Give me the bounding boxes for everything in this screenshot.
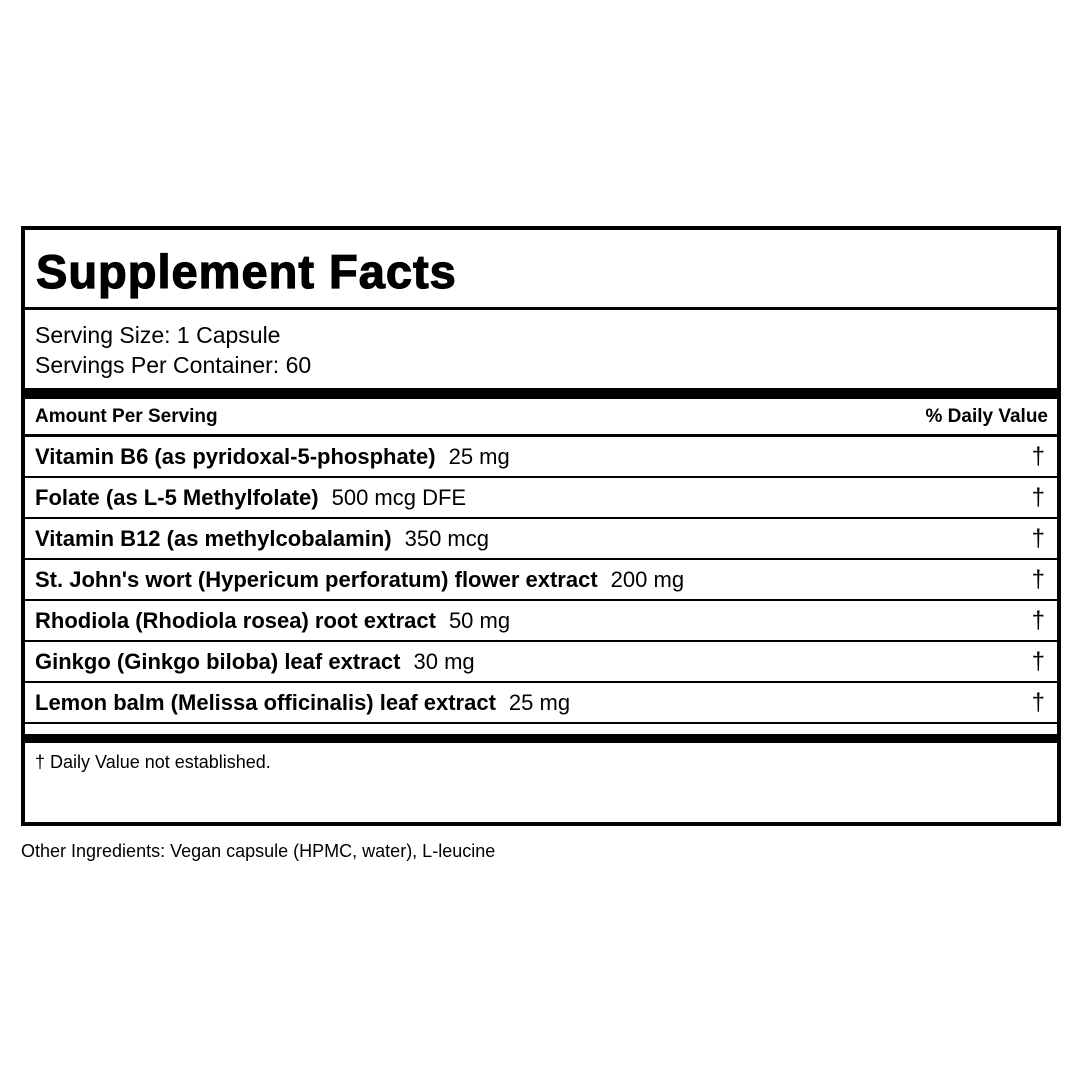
nutrient-row: [25, 601, 1057, 642]
nutrient-name: Lemon balm (Melissa officinalis) leaf extract: [35, 689, 496, 715]
nutrient-daily-value: †: [1031, 688, 1045, 716]
supplement-facts-panel: [21, 226, 1061, 826]
nutrient-amount: 350 mcg: [404, 525, 489, 551]
panel-title: Supplement Facts: [25, 230, 1057, 310]
spacer: [25, 724, 1057, 734]
nutrient-name: Ginkgo (Ginkgo biloba) leaf extract: [35, 648, 401, 674]
nutrient-amount: 25 mg: [508, 689, 571, 715]
nutrient-row: [25, 437, 1057, 478]
serving-size: Serving Size: 1 Capsule: [35, 322, 281, 348]
nutrient-amount: 50 mg: [448, 607, 511, 633]
nutrient-amount: 500 mcg DFE: [331, 484, 467, 510]
column-header-row: [25, 399, 1057, 437]
daily-value-footnote: † Daily Value not established.: [35, 752, 271, 772]
nutrient-daily-value: †: [1031, 647, 1045, 675]
nutrient-daily-value: †: [1031, 442, 1045, 470]
serving-info: [25, 310, 1057, 388]
nutrient-amount: 25 mg: [448, 443, 510, 469]
nutrient-row: [25, 519, 1057, 560]
nutrient-row: [25, 478, 1057, 519]
nutrient-row: [25, 683, 1057, 724]
thick-divider: [25, 388, 1057, 399]
thick-divider-bottom: [25, 734, 1057, 743]
nutrient-name: Vitamin B12 (as methylcobalamin): [35, 525, 392, 551]
nutrient-name: St. John's wort (Hypericum perforatum) flower extract: [35, 566, 598, 592]
other-ingredients: Other Ingredients: Vegan capsule (HPMC, water), L-leucine: [21, 841, 496, 861]
servings-per-container: Servings Per Container: 60: [35, 352, 312, 378]
nutrient-daily-value: †: [1031, 565, 1045, 593]
nutrient-name: Rhodiola (Rhodiola rosea) root extract: [35, 607, 436, 633]
daily-value-header: % Daily Value: [925, 405, 1048, 427]
nutrient-row: [25, 560, 1057, 601]
nutrient-name: Folate (as L-5 Methylfolate): [35, 484, 319, 510]
nutrient-row: [25, 642, 1057, 683]
nutrient-daily-value: †: [1031, 483, 1045, 511]
nutrient-name: Vitamin B6 (as pyridoxal-5-phosphate): [35, 443, 436, 469]
nutrient-amount: 30 mg: [413, 648, 475, 674]
nutrient-daily-value: †: [1031, 524, 1045, 552]
nutrient-amount: 200 mg: [610, 566, 685, 592]
amount-per-serving-header: Amount Per Serving: [35, 405, 218, 427]
nutrient-daily-value: †: [1031, 606, 1045, 634]
